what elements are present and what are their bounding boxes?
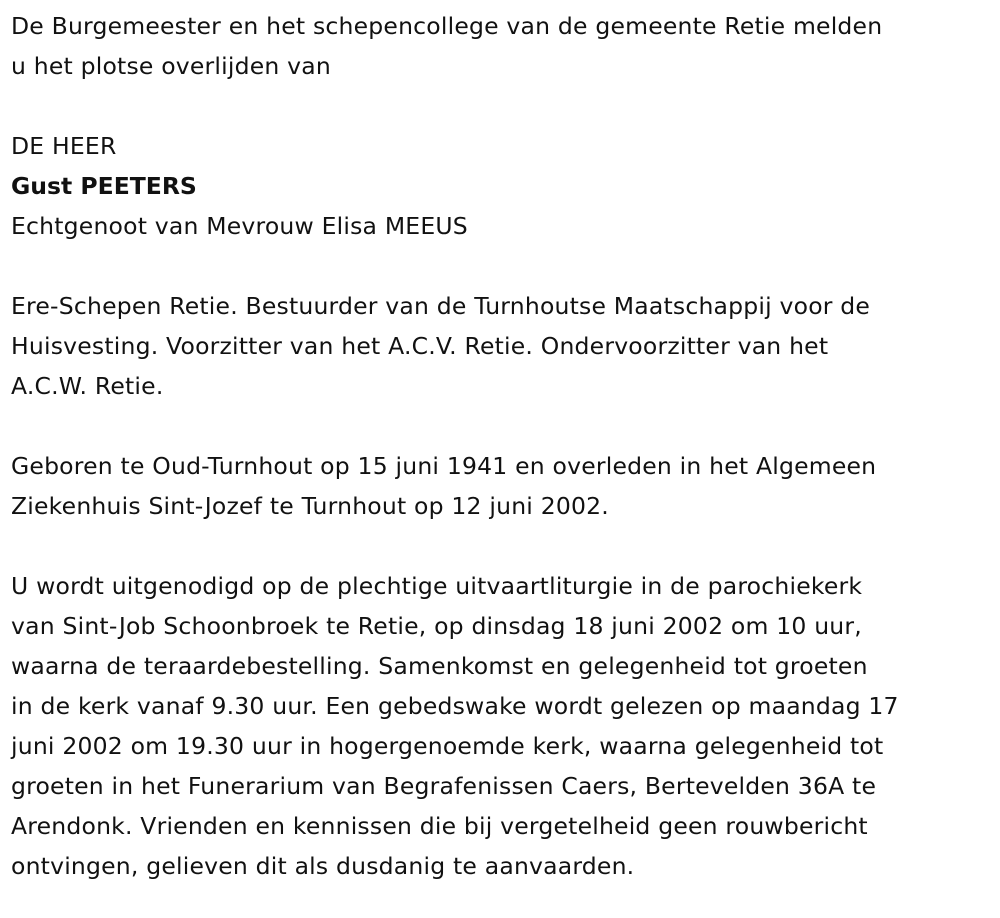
paragraph-gap	[11, 526, 996, 566]
funeral-line: in de kerk vanaf 9.30 uur. Een gebedswake wordt gelezen op maandag 17	[11, 692, 899, 720]
functions-line: A.C.W. Retie.	[11, 372, 164, 400]
spouse-line: Echtgenoot van Mevrouw Elisa MEEUS	[11, 212, 468, 240]
funeral-line: ontvingen, gelieven dit als dusdanig te aanvaarden.	[11, 852, 635, 880]
paragraph-gap	[11, 86, 996, 126]
funeral-line: van Sint-Job Schoonbroek te Retie, op dinsdag 18 juni 2002 om 10 uur,	[11, 612, 862, 640]
intro-line: De Burgemeester en het schepencollege van de gemeente Retie melden	[11, 12, 883, 40]
deceased-name: Gust PEETERS	[11, 172, 197, 200]
birth-death-paragraph	[11, 446, 996, 526]
paragraph-gap	[11, 406, 996, 446]
intro-line: u het plotse overlijden van	[11, 52, 331, 80]
salutation: DE HEER	[11, 132, 117, 160]
functions-line: Huisvesting. Voorzitter van het A.C.V. Retie. Ondervoorzitter van het	[11, 332, 829, 360]
funeral-line: waarna de teraardebestelling. Samenkomst en gelegenheid tot groeten	[11, 652, 868, 680]
functions-paragraph	[11, 286, 996, 406]
funeral-paragraph	[11, 566, 996, 886]
paragraph-gap	[11, 246, 996, 286]
funeral-line: juni 2002 om 19.30 uur in hogergenoemde kerk, waarna gelegenheid tot	[11, 732, 884, 760]
functions-line: Ere-Schepen Retie. Bestuurder van de Turnhoutse Maatschappij voor de	[11, 292, 871, 320]
birth-death-line: Geboren te Oud-Turnhout op 15 juni 1941 en overleden in het Algemeen	[11, 452, 877, 480]
funeral-line: U wordt uitgenodigd op de plechtige uitvaartliturgie in de parochiekerk	[11, 572, 863, 600]
intro-paragraph	[11, 6, 996, 86]
funeral-line: groeten in het Funerarium van Begrafenissen Caers, Bertevelden 36A te	[11, 772, 877, 800]
funeral-line: Arendonk. Vrienden en kennissen die bij vergetelheid geen rouwbericht	[11, 812, 868, 840]
birth-death-line: Ziekenhuis Sint-Jozef te Turnhout op 12 juni 2002.	[11, 492, 609, 520]
death-notice	[11, 6, 996, 886]
